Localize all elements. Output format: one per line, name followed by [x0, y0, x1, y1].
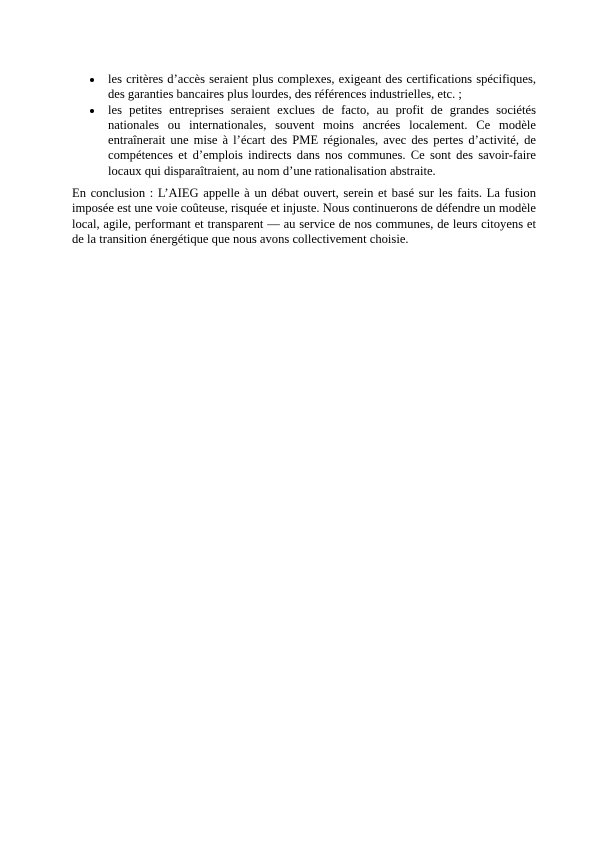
- list-item: [90, 103, 536, 179]
- bullet-icon: [90, 109, 94, 113]
- bullet-list: [90, 72, 536, 179]
- list-item: [90, 72, 536, 103]
- conclusion-paragraph: En conclusion : L’AIEG appelle à un débat ouvert, serein et basé sur les faits. La fusion imposée est une voie coûteuse, risquée et injuste. Nous continuerons de défendre un modèle local, agile, performant et transparent — au service de nos communes, de leurs citoyens et de la transition énergétique que nous avons collectivement choisie.: [72, 186, 536, 246]
- list-item-text: les petites entreprises seraient exclues de facto, au profit de grandes sociétés nationales ou internationales, souvent moins ancrées localement. Ce modèle entraînerait une mise à l’écart des PME régionales, avec des pertes d’activité, de compétences et d’emplois indirects dans nos communes. Ce sont des savoir-faire locaux qui disparaîtraient, au nom d’une rationalisation abstraite.: [108, 102, 536, 178]
- list-item-text: les critères d’accès seraient plus complexes, exigeant des certifications spécifiques, des garanties bancaires plus lourdes, des références industrielles, etc. ;: [108, 72, 536, 102]
- bullet-icon: [90, 78, 94, 82]
